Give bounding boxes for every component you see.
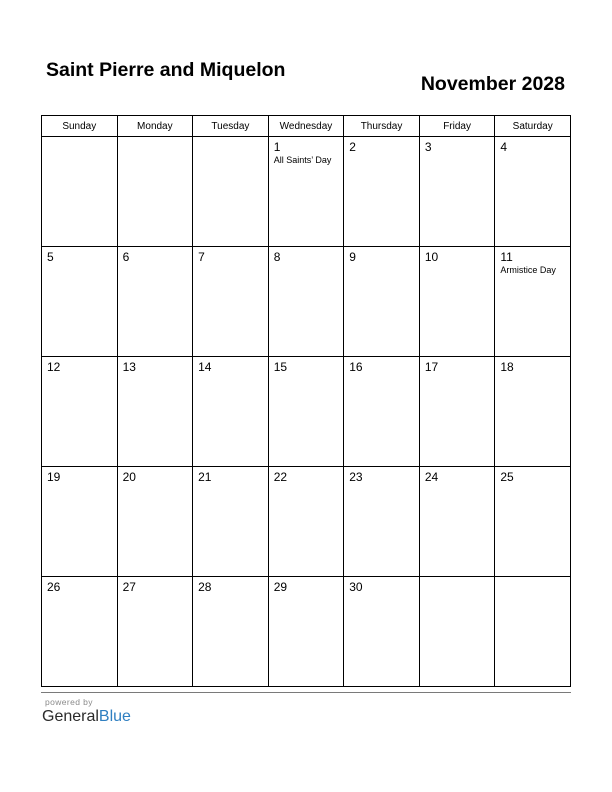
day-cell xyxy=(117,577,193,687)
logo-word-blue: Blue xyxy=(98,708,131,725)
day-cell xyxy=(42,357,118,467)
day-cell xyxy=(117,357,193,467)
calendar-grid xyxy=(41,115,571,687)
day-number: 3 xyxy=(424,140,432,154)
week-row xyxy=(42,467,571,577)
day-cell xyxy=(268,577,344,687)
day-cell xyxy=(268,247,344,357)
day-number: 12 xyxy=(47,360,61,374)
day-cell xyxy=(419,247,495,357)
weekday-monday: Monday xyxy=(117,116,193,137)
day-cell xyxy=(495,247,571,357)
day-number: 24 xyxy=(424,470,439,484)
day-cell xyxy=(268,467,344,577)
day-number: 1 xyxy=(273,140,281,154)
week-row xyxy=(42,137,571,247)
day-number: 16 xyxy=(349,360,363,374)
day-number: 25 xyxy=(500,470,514,484)
weekday-sunday: Sunday xyxy=(42,116,118,137)
day-cell xyxy=(193,577,269,687)
day-number: 21 xyxy=(198,470,212,484)
day-number: 6 xyxy=(122,250,130,264)
day-number: 22 xyxy=(273,470,288,484)
day-cell xyxy=(419,357,495,467)
day-cell xyxy=(268,137,344,247)
day-number: 4 xyxy=(500,140,508,154)
day-cell xyxy=(117,137,193,247)
day-cell xyxy=(193,137,269,247)
day-number: 17 xyxy=(424,360,439,374)
weekday-header-row xyxy=(42,116,571,137)
day-cell xyxy=(42,467,118,577)
day-number: 18 xyxy=(500,360,514,374)
day-number: 30 xyxy=(349,580,363,594)
day-cell xyxy=(495,467,571,577)
day-number: 10 xyxy=(424,250,439,264)
day-cell xyxy=(344,467,420,577)
day-cell xyxy=(419,137,495,247)
day-cell xyxy=(495,137,571,247)
day-number: 14 xyxy=(198,360,212,374)
day-cell xyxy=(193,247,269,357)
powered-by-text: powered by xyxy=(45,697,93,707)
day-number: 15 xyxy=(273,360,288,374)
day-number: 20 xyxy=(122,470,136,484)
day-number: 7 xyxy=(198,250,205,264)
week-row xyxy=(42,577,571,687)
holiday-label: All Saints’ Day xyxy=(273,155,332,165)
holiday-label: Armistice Day xyxy=(500,265,556,275)
day-number: 13 xyxy=(122,360,136,374)
day-number: 11 xyxy=(500,250,513,264)
day-cell xyxy=(117,467,193,577)
weekday-thursday: Thursday xyxy=(344,116,420,137)
day-number: 27 xyxy=(122,580,136,594)
day-cell xyxy=(419,577,495,687)
day-number: 19 xyxy=(47,470,61,484)
week-row xyxy=(42,247,571,357)
month-title: November 2028 xyxy=(420,73,565,95)
day-cell xyxy=(117,247,193,357)
logo-word-general: General xyxy=(42,708,99,725)
day-cell xyxy=(268,357,344,467)
region-title: Saint Pierre and Miquelon xyxy=(46,59,286,81)
footer-divider xyxy=(41,692,571,693)
day-cell xyxy=(419,467,495,577)
day-cell xyxy=(42,577,118,687)
day-cell xyxy=(495,357,571,467)
day-number: 8 xyxy=(273,250,281,264)
day-number: 2 xyxy=(349,140,356,154)
day-cell xyxy=(344,577,420,687)
day-cell xyxy=(344,137,420,247)
weekday-tuesday: Tuesday xyxy=(193,116,269,137)
day-number: 26 xyxy=(47,580,61,594)
day-cell xyxy=(344,357,420,467)
day-number: 29 xyxy=(273,580,288,594)
day-number: 9 xyxy=(349,250,356,264)
day-cell xyxy=(42,247,118,357)
generalblue-logo[interactable] xyxy=(42,707,131,727)
day-cell xyxy=(193,357,269,467)
day-cell xyxy=(193,467,269,577)
day-cell xyxy=(344,247,420,357)
day-number: 23 xyxy=(349,470,363,484)
weekday-wednesday: Wednesday xyxy=(268,116,344,137)
weekday-saturday: Saturday xyxy=(495,116,571,137)
weekday-friday: Friday xyxy=(419,116,495,137)
day-number: 5 xyxy=(47,250,54,264)
day-cell xyxy=(495,577,571,687)
week-row xyxy=(42,357,571,467)
day-cell xyxy=(42,137,118,247)
day-number: 28 xyxy=(198,580,212,594)
